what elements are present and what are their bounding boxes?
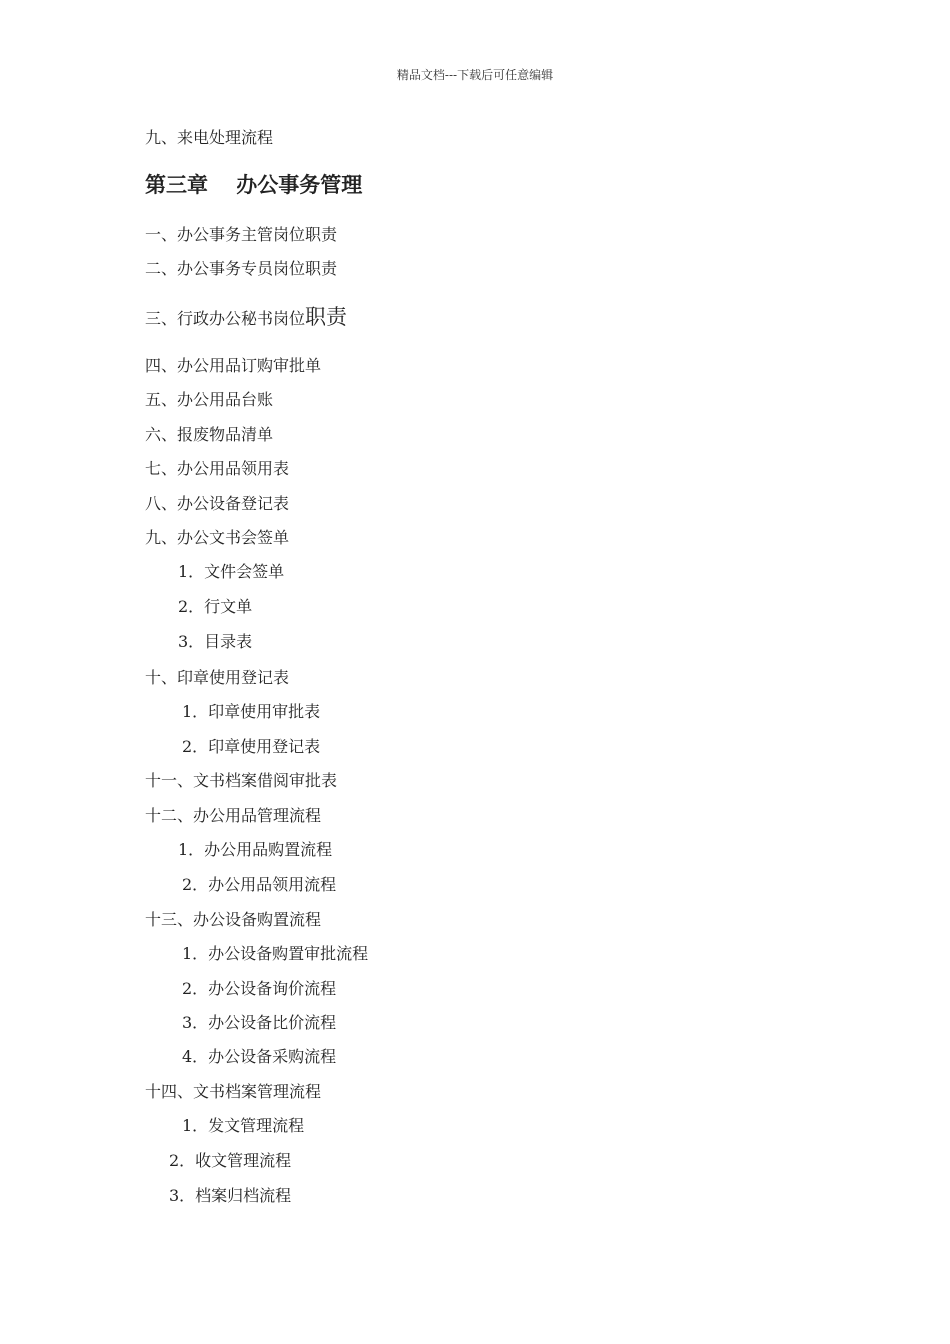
toc-subitem: 2．办公设备询价流程 bbox=[182, 979, 337, 998]
toc-subitem: 3．目录表 bbox=[178, 632, 253, 651]
chapter-title: 第三章 办公事务管理 bbox=[145, 172, 363, 197]
toc-subitem: 1．发文管理流程 bbox=[182, 1116, 305, 1135]
toc-item: 二、办公事务专员岗位职责 bbox=[145, 259, 338, 278]
toc-item: 十一、文书档案借阅审批表 bbox=[145, 771, 338, 790]
toc-subitem: 2．办公用品领用流程 bbox=[182, 875, 337, 894]
toc-subitem: 1．办公设备购置审批流程 bbox=[182, 944, 369, 963]
toc-item: 四、办公用品订购审批单 bbox=[145, 356, 322, 375]
toc-subitem: 1．印章使用审批表 bbox=[182, 702, 321, 721]
toc-item: 一、办公事务主管岗位职责 bbox=[145, 225, 338, 244]
toc-subitem: 4．办公设备采购流程 bbox=[182, 1047, 337, 1066]
toc-item-text: 三、行政办公秘书岗位 bbox=[145, 309, 306, 328]
toc-item: 九、来电处理流程 bbox=[145, 128, 274, 147]
toc-item: 十三、办公设备购置流程 bbox=[145, 910, 322, 929]
toc-subitem: 2．收文管理流程 bbox=[169, 1151, 292, 1170]
toc-item: 七、办公用品领用表 bbox=[145, 459, 290, 478]
toc-subitem: 3．档案归档流程 bbox=[169, 1186, 292, 1205]
toc-subitem: 1．办公用品购置流程 bbox=[178, 840, 333, 859]
toc-subitem: 3．办公设备比价流程 bbox=[182, 1013, 337, 1032]
page-header: 精品文档---下载后可任意编辑 bbox=[396, 68, 554, 82]
toc-item: 十、印章使用登记表 bbox=[145, 668, 290, 687]
toc-item: 六、报废物品清单 bbox=[145, 425, 274, 444]
toc-item: 九、办公文书会签单 bbox=[145, 528, 290, 547]
toc-item: 十四、文书档案管理流程 bbox=[145, 1082, 322, 1101]
toc-item-text-large: 职责 bbox=[305, 305, 348, 329]
toc-subitem: 2．行文单 bbox=[178, 597, 253, 616]
toc-subitem: 1．文件会签单 bbox=[178, 562, 285, 581]
toc-item: 十二、办公用品管理流程 bbox=[145, 806, 322, 825]
toc-item bbox=[145, 307, 347, 329]
toc-subitem: 2．印章使用登记表 bbox=[182, 737, 321, 756]
toc-item: 八、办公设备登记表 bbox=[145, 494, 290, 513]
toc-item: 五、办公用品台账 bbox=[145, 390, 274, 409]
